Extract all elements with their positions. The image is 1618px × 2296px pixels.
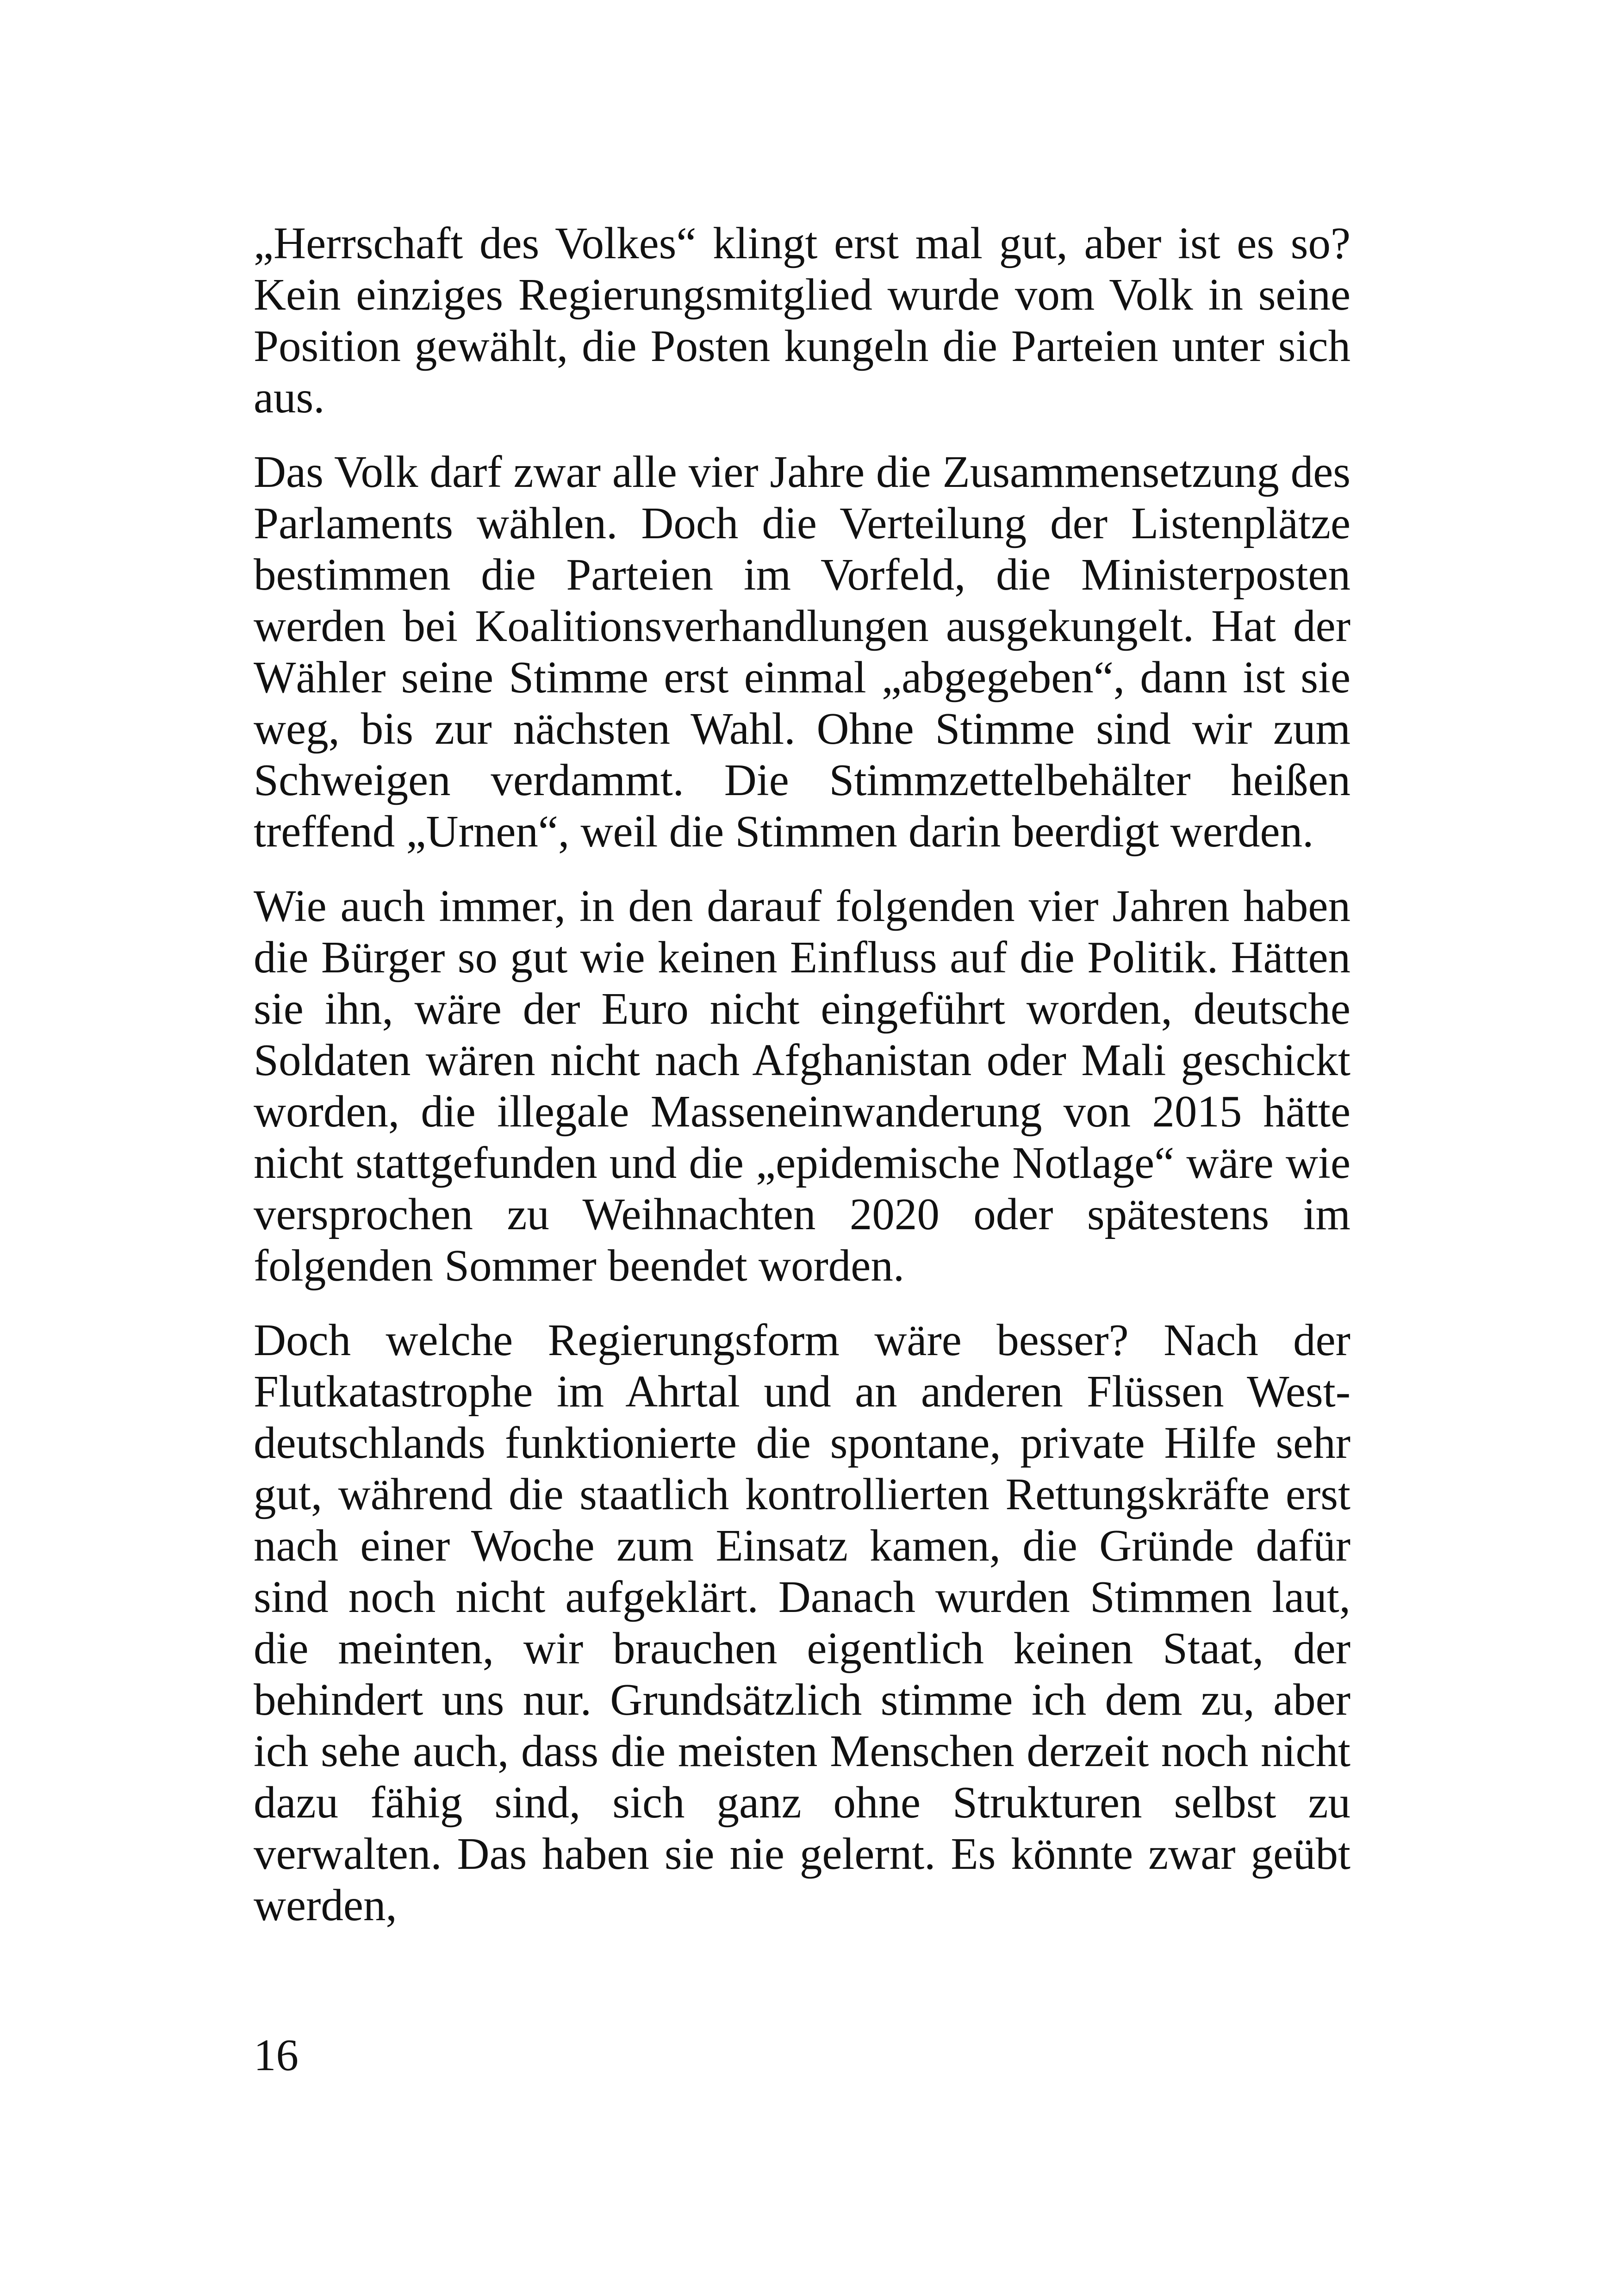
paragraph-3: Wie auch immer, in den darauf folgenden vier Jahren haben die Bürger so gut wie keinen Einfluss auf die Politik. Hätten sie ihn, wäre der Euro nicht eingeführt worden, deutsche Soldaten wären nicht nach Afghanistan oder Mali geschickt worden, die illegale Masseneinwanderung von 2015 hätte nicht stattgefunden und die „epidemische Notlage“ wäre wie versprochen zu Weihnachten 2020 oder spätestens im folgenden Sommer beendet worden.	[254, 881, 1350, 1290]
paragraph-1: „Herrschaft des Volkes“ klingt erst mal gut, aber ist es so? Kein einziges Regierungsmitglied wurde vom Volk in seine Position gewählt, die Posten kungeln die Parteien unter sich aus.	[254, 218, 1350, 422]
body-text	[254, 218, 1350, 1931]
paragraph-4: Doch welche Regierungsform wäre besser? Nach der Flutkatastrophe im Ahrtal und an anderen Flüssen Westdeutschlands funktionierte die spontane, private Hilfe sehr gut, während die staatlich kontrollierten Rettungskräfte erst nach einer Woche zum Einsatz kamen, die Gründe dafür sind noch nicht aufgeklärt. Danach wurden Stimmen laut, die meinten, wir brauchen eigentlich keinen Staat, der behindert uns nur. Grundsätzlich stimme ich dem zu, aber ich sehe auch, dass die meisten Menschen derzeit noch nicht dazu fähig sind, sich ganz ohne Strukturen selbst zu verwalten. Das haben sie nie gelernt. Es könnte zwar geübt werden,	[254, 1315, 1350, 1930]
page-number: 16	[254, 2030, 299, 2080]
paragraph-2: Das Volk darf zwar alle vier Jahre die Zusammensetzung des Parlaments wählen. Doch die Verteilung der Listenplätze bestimmen die Parteien im Vorfeld, die Ministerposten werden bei Koalitionsverhandlungen ausgekungelt. Hat der Wähler seine Stimme erst einmal „abgegeben“, dann ist sie weg, bis zur nächsten Wahl. Ohne Stimme sind wir zum Schweigen verdammt. Die Stimmzettelbehälter heißen treffend „Urnen“, weil die Stimmen darin beerdigt werden.	[254, 447, 1350, 856]
